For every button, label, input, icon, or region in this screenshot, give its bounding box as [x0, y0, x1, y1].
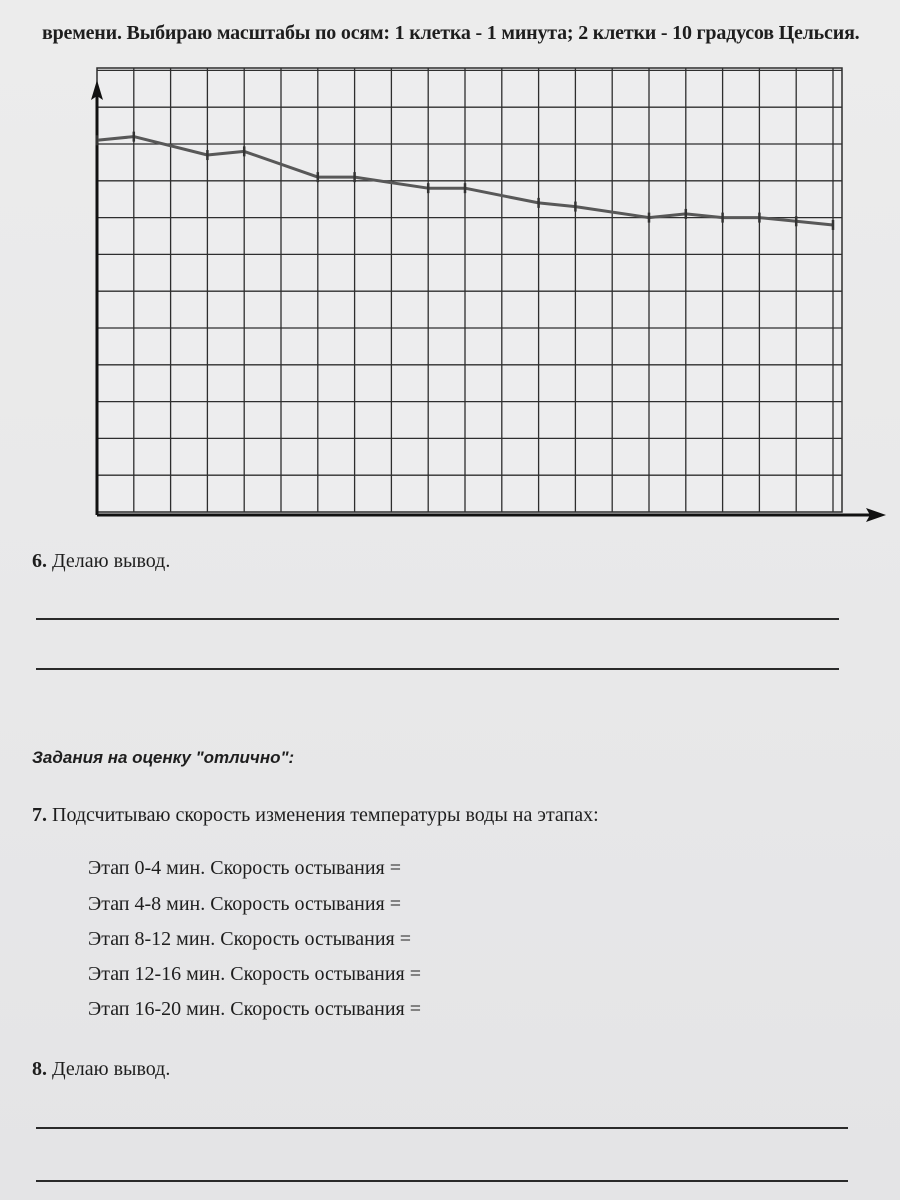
question-8	[32, 1058, 170, 1081]
stage-8-12: Этап 8-12 мин. Скорость остывания =	[88, 928, 411, 950]
question-7-text: Подсчитываю скорость изменения температуры воды на этапах:	[47, 804, 599, 826]
stage-16-20: Этап 16-20 мин. Скорость остывания =	[88, 998, 421, 1020]
answer-line-6b[interactable]	[36, 668, 839, 670]
question-6-text: Делаю вывод.	[47, 550, 171, 572]
answer-line-8b[interactable]	[36, 1180, 848, 1182]
graph-paper	[97, 68, 842, 512]
stage-4-8: Этап 4-8 мин. Скорость остывания =	[88, 893, 401, 915]
question-8-number: 8.	[32, 1058, 47, 1080]
intro-text: времени. Выбираю масштабы по осям: 1 клетка - 1 минута; 2 клетки - 10 градусов Цельсия.	[42, 22, 860, 44]
answer-line-6a[interactable]	[36, 618, 839, 620]
stage-12-16: Этап 12-16 мин. Скорость остывания =	[88, 963, 421, 985]
stage-0-4: Этап 0-4 мин. Скорость остывания =	[88, 857, 401, 879]
question-7	[32, 804, 599, 827]
question-6-number: 6.	[32, 550, 47, 572]
question-6	[32, 550, 170, 573]
question-7-number: 7.	[32, 804, 47, 826]
question-8-text: Делаю вывод.	[47, 1058, 171, 1080]
graph-grid	[97, 68, 842, 512]
temperature-graph	[0, 0, 900, 540]
answer-line-8a[interactable]	[36, 1127, 848, 1129]
excellent-tasks-heading: Задания на оценку "отлично":	[32, 748, 295, 767]
